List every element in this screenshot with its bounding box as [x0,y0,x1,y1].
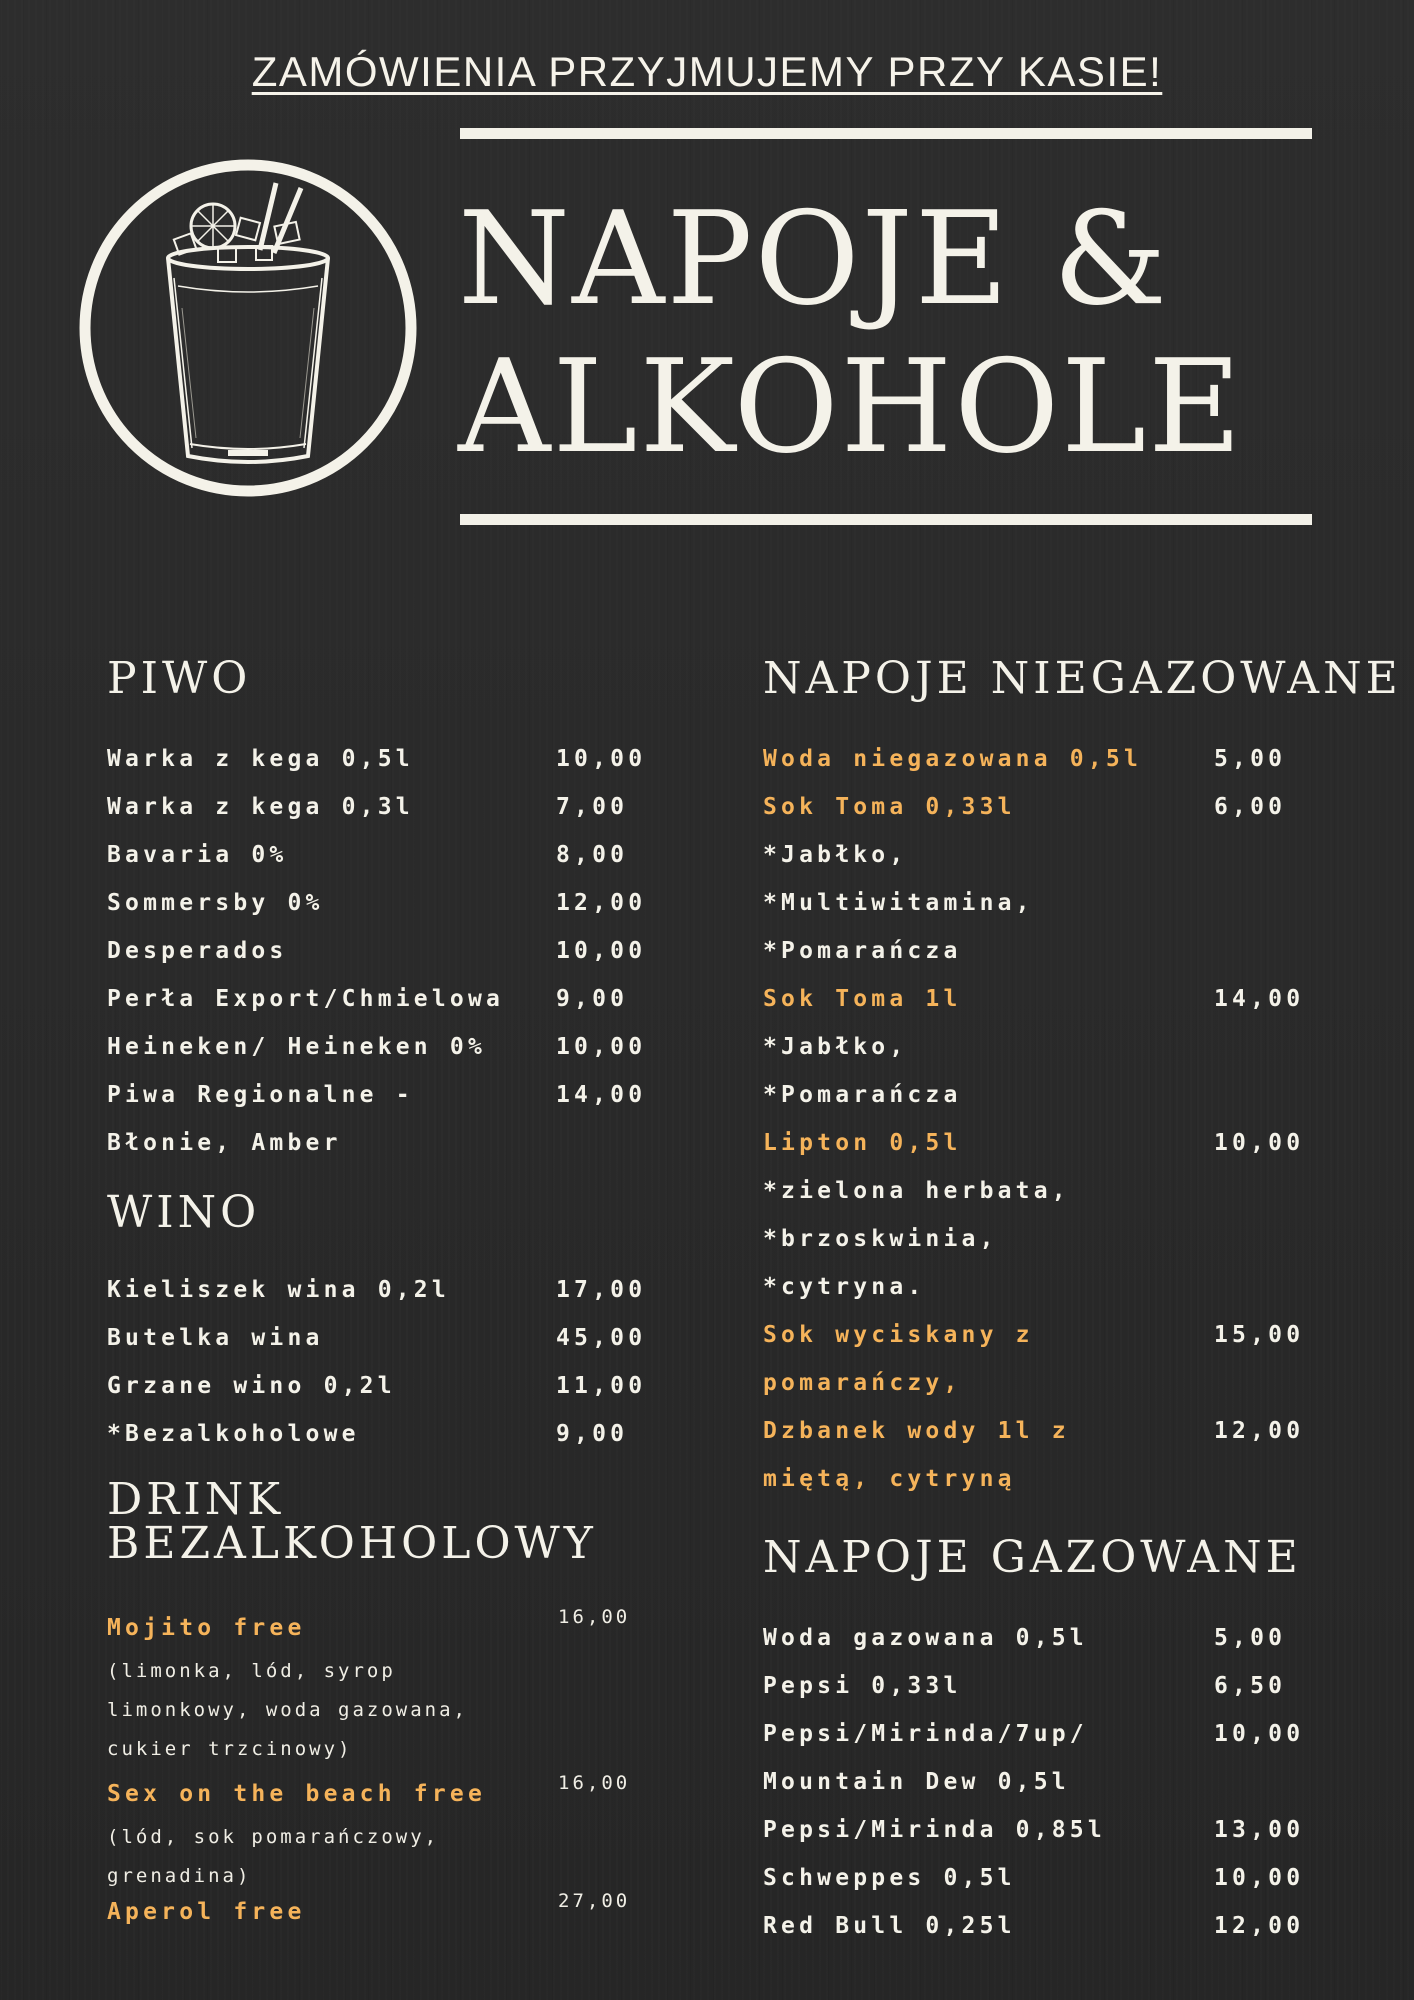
menu-item-price: 8,00 [556,842,629,868]
drink-item-description: (lód, sok pomarańczowy, [107,1826,440,1848]
section-title-drink-line1: DRINK [107,1474,285,1525]
menu-item-name: *Pomarańcza [763,938,962,964]
menu-item-name: Błonie, Amber [107,1130,342,1156]
drink-item-name: Mojito free [107,1615,306,1641]
menu-item-name: pomarańczy, [763,1370,962,1396]
menu-item-price: 15,00 [1214,1322,1305,1348]
menu-item-name: Warka z kega 0,5l [107,746,414,772]
menu-item-price: 14,00 [556,1082,647,1108]
section-title-wino: WINO [107,1187,261,1238]
menu-item-price: 12,00 [556,890,647,916]
menu-item [107,1266,667,1314]
drink-item [107,1604,667,1769]
page-title [458,186,1244,482]
drink-item [107,1888,667,1936]
menu-item-name: Perła Export/Chmielowa [107,986,505,1012]
menu-item [107,1362,667,1410]
menu-item-name: Sok Toma 1l [763,986,962,1012]
menu-item [107,735,667,783]
menu-item-price: 5,00 [1214,1625,1287,1651]
title-line-2: ALKOHOLE [458,333,1244,482]
menu-item-name: Woda gazowana 0,5l [763,1625,1088,1651]
menu-item [107,1023,667,1071]
menu-item [763,1359,1323,1407]
menu-item [763,927,1323,975]
menu-item-name: Grzane wino 0,2l [107,1373,396,1399]
menu-item [763,1023,1323,1071]
menu-item [107,975,667,1023]
drink-item-price: 27,00 [558,1890,631,1912]
section-title-drink-line2: BEZALKOHOLOWY [107,1518,597,1569]
menu-item-price: 10,00 [556,746,647,772]
menu-item-name: Butelka wina [107,1325,324,1351]
menu-item-price: 5,00 [1214,746,1287,772]
menu-item-name: Sommersby 0% [107,890,324,916]
gazowane-list [763,1614,1323,1950]
menu-item-name: Pepsi 0,33l [763,1673,962,1699]
menu-item-name: Kieliszek wina 0,2l [107,1277,450,1303]
menu-item [763,975,1323,1023]
menu-item [763,1806,1323,1854]
menu-item-name: Dzbanek wody 1l z [763,1418,1070,1444]
menu-item-price: 10,00 [1214,1721,1305,1747]
menu-item-name: *Bezalkoholowe [107,1421,360,1447]
menu-item-name: *Pomarańcza [763,1082,962,1108]
menu-item [107,879,667,927]
drink-item-name: Aperol free [107,1899,306,1925]
menu-item-name: Sok wyciskany z [763,1322,1034,1348]
menu-item [763,1662,1323,1710]
menu-item [107,831,667,879]
menu-item-price: 10,00 [1214,1130,1305,1156]
menu-item-name: Mountain Dew 0,5l [763,1769,1070,1795]
menu-item-name: Warka z kega 0,3l [107,794,414,820]
menu-item [763,1263,1323,1311]
menu-item-name: *zielona herbata, [763,1178,1070,1204]
drink-item-description: grenadina) [107,1865,252,1887]
menu-item [763,831,1323,879]
menu-item-price: 45,00 [556,1325,647,1351]
menu-item-price: 10,00 [1214,1865,1305,1891]
menu-item [763,1902,1323,1950]
menu-item-name: *Jabłko, [763,1034,908,1060]
section-title-gazowane: NAPOJE GAZOWANE [763,1532,1302,1583]
menu-item [107,1119,667,1167]
menu-item-price: 11,00 [556,1373,647,1399]
title-top-rule [460,128,1312,139]
menu-item-name: miętą, cytryną [763,1466,1016,1492]
menu-item [763,1119,1323,1167]
niegazowane-list [763,735,1323,1503]
menu-item-name: Lipton 0,5l [763,1130,962,1156]
menu-item [763,1311,1323,1359]
menu-item [107,783,667,831]
menu-item [763,879,1323,927]
section-title-drink [107,1474,597,1569]
piwo-list [107,735,667,1167]
menu-item-name: Woda niegazowana 0,5l [763,746,1142,772]
drink-item-name: Sex on the beach free [107,1781,486,1807]
menu-item [763,1455,1323,1503]
menu-item [763,783,1323,831]
menu-item-name: Pepsi/Mirinda 0,85l [763,1817,1106,1843]
order-notice: ZAMÓWIENIA PRZYJMUJEMY PRZY KASIE! [251,48,1163,95]
drink-item [107,1770,667,1896]
menu-item-price: 12,00 [1214,1913,1305,1939]
menu-item-price: 9,00 [556,1421,629,1447]
menu-item-name: Desperados [107,938,288,964]
drink-item-description: (limonka, lód, syrop [107,1660,396,1682]
menu-item-name: Bavaria 0% [107,842,288,868]
menu-item [763,1215,1323,1263]
menu-item [763,1758,1323,1806]
menu-item-name: *Multiwitamina, [763,890,1034,916]
menu-item [107,1071,667,1119]
drink-item-description: limonkowy, woda gazowana, [107,1699,468,1721]
menu-item [107,927,667,975]
menu-item-price: 10,00 [556,1034,647,1060]
section-title-piwo: PIWO [107,653,252,704]
menu-item-price: 6,00 [1214,794,1287,820]
drink-item-description: cukier trzcinowy) [107,1738,353,1760]
menu-item [763,1071,1323,1119]
menu-item [763,1167,1323,1215]
menu-item [107,1314,667,1362]
menu-item [763,1854,1323,1902]
menu-item [107,1410,667,1458]
title-bottom-rule [460,514,1312,525]
menu-item-name: Red Bull 0,25l [763,1913,1016,1939]
menu-item-name: Piwa Regionalne - [107,1082,414,1108]
menu-item [763,735,1323,783]
menu-item-name: *cytryna. [763,1274,926,1300]
section-title-niegazowane: NAPOJE NIEGAZOWANE [763,653,1402,704]
menu-item-price: 13,00 [1214,1817,1305,1843]
menu-item-name: Pepsi/Mirinda/7up/ [763,1721,1088,1747]
title-line-1: NAPOJE & [458,185,1169,334]
wino-list [107,1266,667,1458]
menu-item-price: 9,00 [556,986,629,1012]
drink-item-price: 16,00 [558,1606,631,1628]
menu-item [763,1614,1323,1662]
drink-item-price: 16,00 [558,1772,631,1794]
menu-item-name: Sok Toma 0,33l [763,794,1016,820]
menu-item-price: 7,00 [556,794,629,820]
menu-item-name: *Jabłko, [763,842,908,868]
menu-item-price: 14,00 [1214,986,1305,1012]
menu-item-name: Schweppes 0,5l [763,1865,1016,1891]
menu-item-name: *brzoskwinia, [763,1226,998,1252]
menu-item-price: 6,50 [1214,1673,1287,1699]
menu-item [763,1407,1323,1455]
menu-item-price: 17,00 [556,1277,647,1303]
menu-item [763,1710,1323,1758]
drink-glass-icon [78,158,418,498]
menu-item-name: Heineken/ Heineken 0% [107,1034,486,1060]
menu-item-price: 12,00 [1214,1418,1305,1444]
menu-item-price: 10,00 [556,938,647,964]
